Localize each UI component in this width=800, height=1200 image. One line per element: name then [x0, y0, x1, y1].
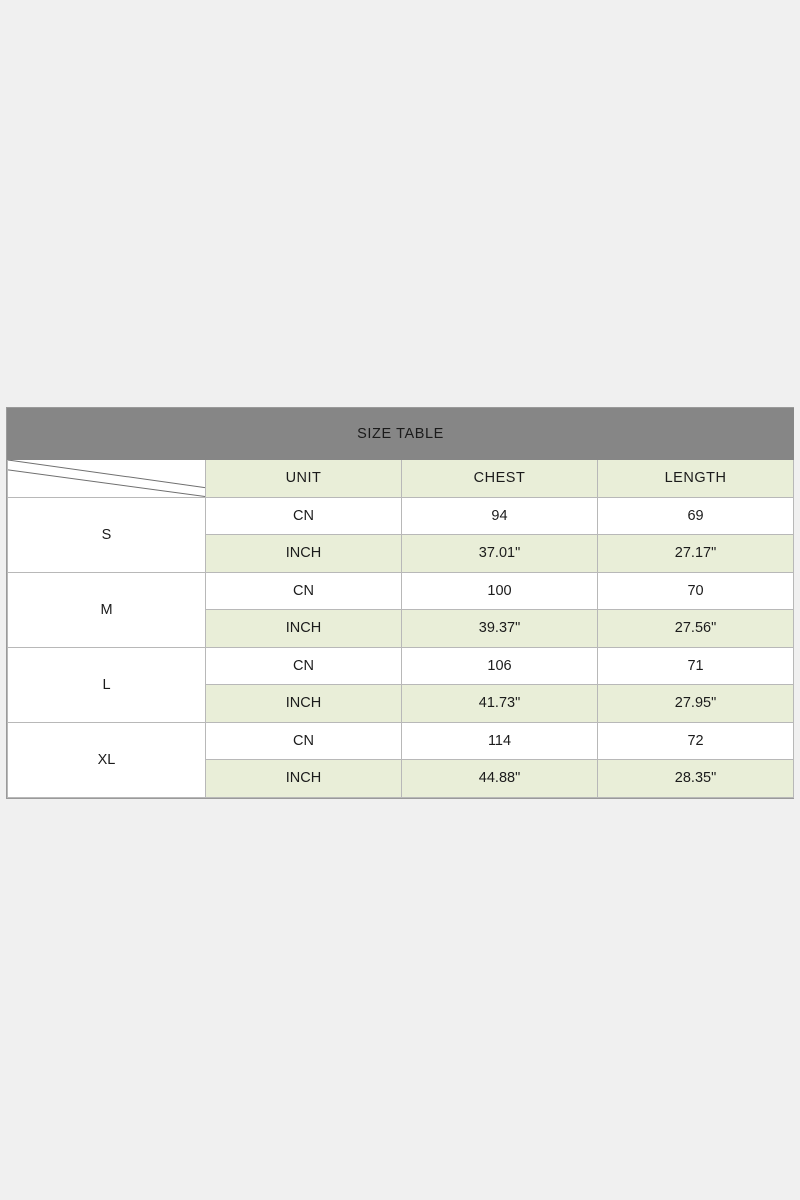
- length-cell: 27.95": [598, 685, 794, 723]
- chest-cell: 37.01": [402, 535, 598, 573]
- unit-cell: CN: [206, 572, 402, 610]
- size-label-xl: XL: [8, 722, 206, 797]
- table-header-row: [8, 460, 794, 498]
- chest-cell: 106: [402, 647, 598, 685]
- length-cell: 69: [598, 497, 794, 535]
- column-header-chest: CHEST: [402, 460, 598, 498]
- unit-cell: INCH: [206, 685, 402, 723]
- chest-cell: 100: [402, 572, 598, 610]
- chest-cell: 39.37": [402, 610, 598, 648]
- page-title: SIZE TABLE: [8, 409, 794, 460]
- length-cell: 28.35": [598, 760, 794, 798]
- diagonal-divider-icon: [8, 460, 205, 497]
- table-row: [8, 572, 794, 610]
- length-cell: 72: [598, 722, 794, 760]
- table-row: [8, 722, 794, 760]
- table-row: [8, 647, 794, 685]
- size-label-l: L: [8, 647, 206, 722]
- length-cell: 71: [598, 647, 794, 685]
- chest-cell: 94: [402, 497, 598, 535]
- column-header-unit: UNIT: [206, 460, 402, 498]
- size-label-m: M: [8, 572, 206, 647]
- table-row: [8, 497, 794, 535]
- length-cell: 70: [598, 572, 794, 610]
- column-header-length: LENGTH: [598, 460, 794, 498]
- unit-cell: INCH: [206, 535, 402, 573]
- corner-diagonal-cell: [8, 460, 206, 498]
- unit-cell: CN: [206, 647, 402, 685]
- chest-cell: 41.73": [402, 685, 598, 723]
- size-table: [7, 408, 794, 798]
- chest-cell: 114: [402, 722, 598, 760]
- table-title-row: [8, 409, 794, 460]
- chest-cell: 44.88": [402, 760, 598, 798]
- unit-cell: CN: [206, 497, 402, 535]
- length-cell: 27.17": [598, 535, 794, 573]
- unit-cell: INCH: [206, 760, 402, 798]
- unit-cell: INCH: [206, 610, 402, 648]
- size-chart: [6, 407, 794, 799]
- size-label-s: S: [8, 497, 206, 572]
- unit-cell: CN: [206, 722, 402, 760]
- length-cell: 27.56": [598, 610, 794, 648]
